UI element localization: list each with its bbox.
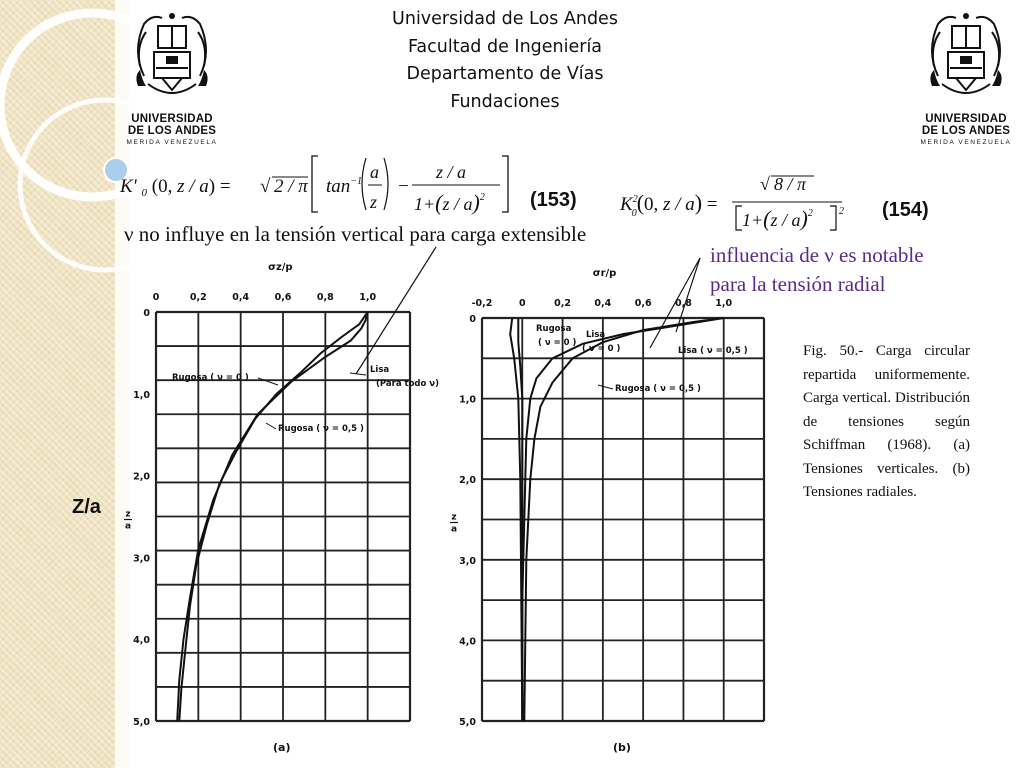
label-lisa-nu0-sub: ( ν = 0 ) xyxy=(582,344,621,354)
x-tick-label: 0,8 xyxy=(675,298,692,309)
x-tick-label: 0 xyxy=(518,298,526,309)
logo-name-line1: UNIVERSIDAD xyxy=(131,113,213,125)
x-tick-label: -0,2 xyxy=(471,298,493,309)
svg-text:1+(z / a)2: 1+(z / a)$^2$ xyxy=(414,190,485,215)
svg-text:√: √ xyxy=(760,174,770,194)
svg-text:1+(z / a)2: 1+(z / a)$^2$ xyxy=(742,206,813,231)
label-rugosa-nu05: Rugosa ( ν = 0,5 ) xyxy=(615,384,701,394)
svg-text:2: 2 xyxy=(839,206,844,217)
y-tick-label: 3,0 xyxy=(459,555,476,567)
label-rugosa-nu0: Rugosa ( ν = 0 ) xyxy=(172,373,249,383)
label-lisa-nu0: Lisa xyxy=(586,330,606,340)
header-faculty: Facultad de Ingeniería xyxy=(407,36,603,57)
svg-text:8 / π: 8 / π xyxy=(774,174,807,194)
label-rugosa-nu0: Rugosa xyxy=(536,324,572,334)
note-radial-line2: para la tensión radial xyxy=(710,272,886,296)
logo-name-line1: UNIVERSIDAD xyxy=(925,113,1007,125)
chart-title: σz/p xyxy=(268,262,293,273)
figure-caption: Fig. 50.- Carga circular repartida uniformemente. Carga vertical. Distribución de tensiones según Schiffman (1968). (a) Tensiones verticales. (b) Tensiones radiales. xyxy=(803,343,970,500)
panel-label: (a) xyxy=(273,741,291,754)
equation-154-number: (154) xyxy=(882,199,929,221)
header-department: Departamento de Vías xyxy=(406,64,604,84)
label-rugosa-nu05: Rugosa ( ν = 0,5 ) xyxy=(278,424,364,434)
y-tick-label: 0 xyxy=(469,314,476,325)
y-tick-label: 1,0 xyxy=(133,389,150,401)
x-tick-label: 0,4 xyxy=(232,292,250,303)
x-tick-label: 0,6 xyxy=(274,292,292,303)
panel-label: (b) xyxy=(613,741,631,754)
y-axis-label: a xyxy=(450,524,458,535)
label-rugosa-nu0-sub: ( ν = 0 ) xyxy=(538,338,577,348)
z-axis-label: Z/a xyxy=(72,496,101,518)
eq153-sqrt: √ xyxy=(260,176,271,197)
x-tick-label: 0,4 xyxy=(594,298,612,309)
chart-title: σr/p xyxy=(592,268,617,279)
label-lisa-nu05: Lisa ( ν = 0,5 ) xyxy=(678,346,748,356)
eq153-lhs: K' $_0$ (0, z / a) = xyxy=(120,176,231,199)
y-axis-label: z xyxy=(451,512,457,523)
y-tick-label: 5,0 xyxy=(459,717,476,728)
y-axis-label: a xyxy=(124,521,132,532)
y-tick-label: 1,0 xyxy=(459,394,476,406)
svg-text:z / a: z / a xyxy=(436,162,467,182)
x-tick-label: 0,2 xyxy=(554,298,571,309)
y-tick-label: 2,0 xyxy=(133,471,150,483)
svg-text:z: z xyxy=(370,192,378,212)
x-tick-label: 1,0 xyxy=(715,298,733,309)
x-tick-label: 0,6 xyxy=(634,298,652,309)
y-tick-label: 0 xyxy=(143,308,150,319)
note-radial-line1: influencia de ν es notable xyxy=(710,243,924,267)
eq154-lhs: $K^2$ 0(0, z / a) = xyxy=(620,190,718,219)
svg-text:2 / π: 2 / π xyxy=(274,176,308,197)
label-lisa-sub: (Para todo ν) xyxy=(376,379,439,389)
x-tick-label: 0,2 xyxy=(189,292,207,303)
y-tick-label: 4,0 xyxy=(133,635,150,647)
x-tick-label: 0 xyxy=(152,292,160,303)
label-lisa: Lisa xyxy=(370,365,390,375)
y-tick-label: 2,0 xyxy=(459,475,476,487)
equation-153-number: (153) xyxy=(530,189,577,211)
logo-name-line2: DE LOS ANDES xyxy=(127,125,217,137)
y-tick-label: 5,0 xyxy=(133,717,150,728)
x-tick-label: 0,8 xyxy=(316,292,334,303)
y-tick-label: 3,0 xyxy=(133,553,150,565)
logo-name-line2: DE LOS ANDES xyxy=(921,125,1011,137)
pointer-vertical-note xyxy=(356,247,436,374)
logo-location: MERIDA VENEZUELA xyxy=(126,139,218,146)
header-university: Universidad de Los Andes xyxy=(392,9,618,29)
svg-text:−: − xyxy=(397,176,410,197)
eq153-tan: $\tan^{-1}$ xyxy=(326,176,363,197)
y-tick-label: 4,0 xyxy=(459,636,476,648)
x-tick-label: 1,0 xyxy=(359,292,377,303)
svg-text:a: a xyxy=(370,162,379,182)
logo-location: MERIDA VENEZUELA xyxy=(920,139,1012,146)
note-vertical-stress: ν no influye en la tensión vertical para carga extensible xyxy=(124,222,587,246)
header-subject: Fundaciones xyxy=(450,91,560,112)
pointer-radial-note-b xyxy=(650,258,700,348)
y-axis-label: z xyxy=(125,509,131,520)
